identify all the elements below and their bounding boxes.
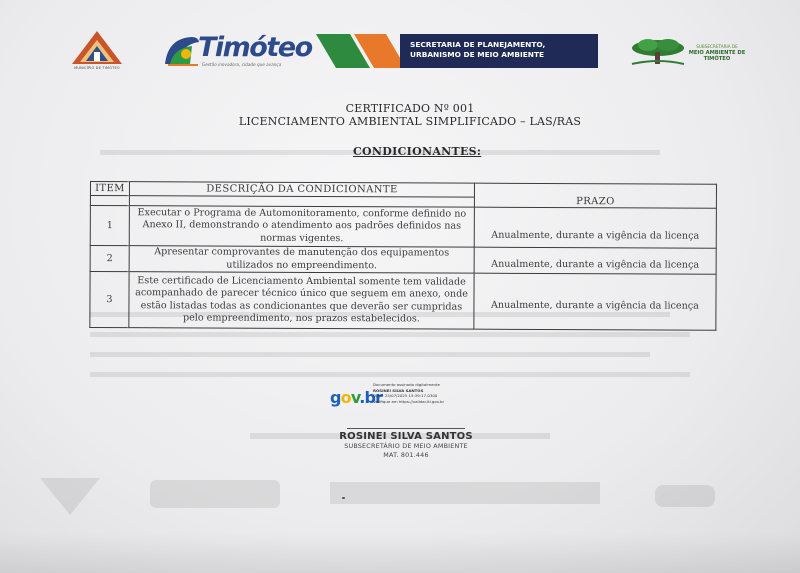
row-item: 3	[90, 272, 129, 328]
signer-name: ROSINEI SILVA SANTOS	[339, 431, 473, 442]
tree-icon	[628, 36, 688, 66]
row-deadline: Anualmente, durante a vigência da licença	[474, 273, 716, 330]
subsecretariat-text	[688, 44, 746, 63]
environment-subsecretariat-logo	[628, 34, 746, 72]
timoteo-wordmark: Timóteo	[198, 32, 312, 63]
secretariat-banner	[316, 34, 598, 68]
row-item: 2	[90, 246, 129, 272]
header-deadline: PRAZO	[474, 183, 716, 208]
certificate-number: CERTIFICADO Nº 001	[345, 102, 475, 115]
header-description: DESCRIÇÃO DA CONDICIONANTE	[129, 182, 474, 198]
header-item: ITEM	[90, 182, 129, 196]
municipality-caption: MUNICÍPIO DE TIMÓTEO	[74, 66, 120, 70]
subsecretariat-prefix: SUBSECRETARIA DE	[696, 44, 738, 49]
row-item: 1	[90, 206, 129, 246]
signer-block	[320, 431, 492, 460]
row-description: Executar o Programa de Automonitoramento, conforme definido no Anexo II, demonstrando o atendimento aos padrões definidos nas normas vigentes.	[129, 206, 474, 248]
timoteo-logo	[162, 30, 312, 72]
table-row	[90, 246, 716, 275]
signature-label: Documento assinado digitalmente	[373, 382, 440, 387]
subsecretariat-name: MEIO AMBIENTE DE TIMÓTEO	[688, 50, 746, 63]
spacer-cell	[90, 196, 129, 206]
signature-details	[373, 382, 483, 404]
municipality-logo	[68, 28, 126, 76]
paper-speck	[342, 497, 345, 499]
conditions-heading: CONDICIONANTES:	[353, 145, 482, 158]
certificate-title-block	[200, 102, 620, 128]
signature-line	[347, 428, 465, 429]
secretariat-box	[400, 34, 598, 68]
license-type: LICENCIAMENTO AMBIENTAL SIMPLIFICADO – LAS/RAS	[238, 115, 582, 128]
row-deadline: Anualmente, durante a vigência da licença	[474, 247, 716, 274]
signer-registration: MAT. 801.446	[383, 451, 429, 459]
signature-date: Data: 25/07/2025 15:39:17-0300	[373, 393, 438, 399]
signer-role: SUBSECRETÁRIO DE MEIO AMBIENTE	[344, 442, 468, 450]
row-description: Apresentar comprovantes de manutenção dos equipamentos utilizados no empreendimento.	[129, 246, 474, 274]
signature-verify-link[interactable]: Verifique em https://validar.iti.gov.br	[373, 398, 445, 404]
row-description: Este certificado de Licenciamento Ambiental somente tem validade acompanhado de parecer técnico único que seguem em anexo, onde estão listadas todas as condicionantes que deverão ser cumpridas pelo empreendimento, nos prazos estabelecidos.	[129, 272, 474, 330]
row-deadline: Anualmente, durante a vigência da licença	[474, 207, 716, 248]
secretariat-name: SECRETARIA DE PLANEJAMENTO, URBANISMO DE MEIO AMBIENTE	[410, 40, 546, 59]
page-shadow	[0, 533, 800, 573]
conditions-table	[89, 181, 717, 331]
letterhead	[0, 22, 800, 82]
govbr-logo: gov.br	[330, 388, 383, 407]
signature-name: ROSINEI SILVA SANTOS	[373, 387, 424, 393]
timoteo-emblem-icon	[162, 34, 200, 68]
municipality-crest-icon	[68, 28, 126, 68]
table-row	[90, 206, 716, 249]
table-row	[90, 272, 716, 331]
timoteo-slogan: Gestão inovadora, cidade que avança	[202, 62, 282, 67]
govbr-digital-signature	[330, 378, 480, 414]
